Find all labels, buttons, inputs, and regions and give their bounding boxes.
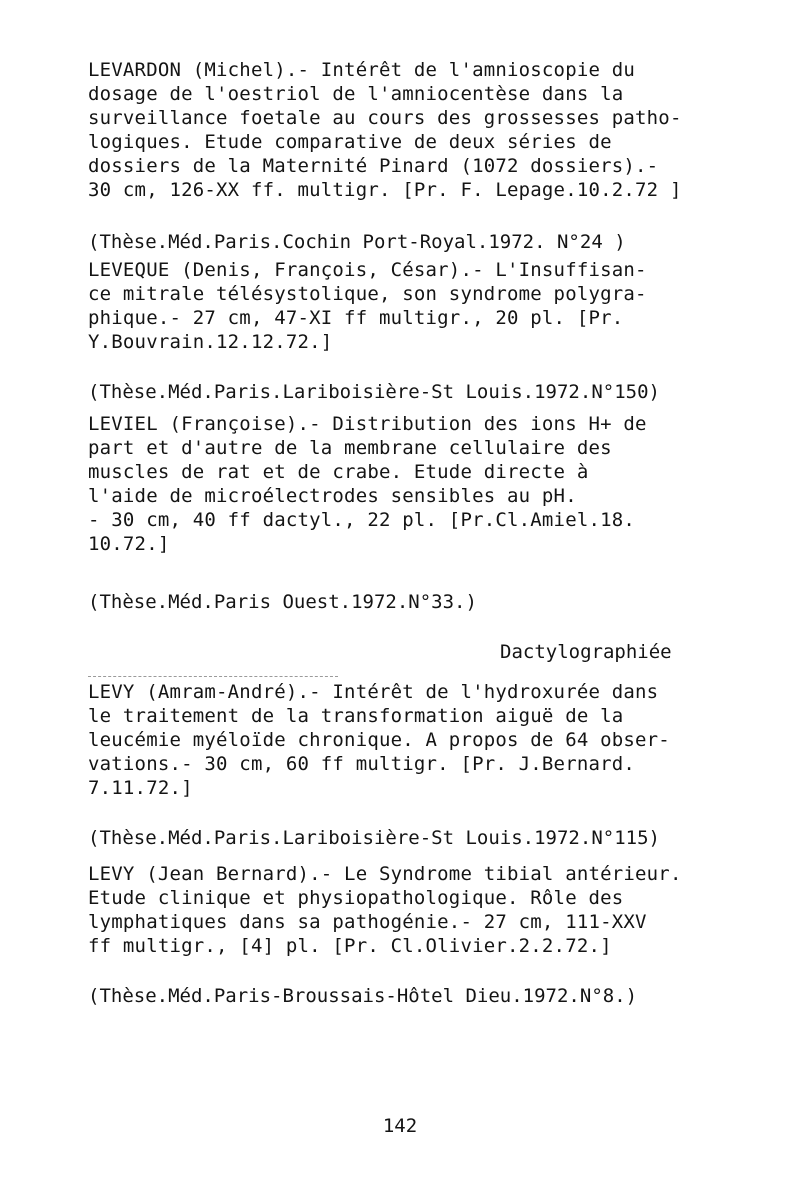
entry-line: leucémie myéloïde chronique. A propos de 64 obser- [88,729,670,751]
entry-line: 30 cm, 126-XX ff. multigr. [Pr. F. Lepage.10.2.72 ] [88,179,682,201]
thesis-source-levardon: (Thèse.Méd.Paris.Cochin Port-Royal.1972. N°24 ) [88,231,626,253]
thesis-source-levy-amram: (Thèse.Méd.Paris.Lariboisière-St Louis.1972.N°115) [88,827,660,849]
entry-line: Etude clinique et physiopathologique. Rôle des [88,887,624,909]
thesis-source-leveque: (Thèse.Méd.Paris.Lariboisière-St Louis.1972.N°150) [88,381,660,403]
entry-line: LEVIEL (Françoise).- Distribution des ions H+ de [88,413,647,435]
entry-line: LEVARDON (Michel).- Intérêt de l'amnioscopie du [88,59,636,81]
entry-line: logiques. Etude comparative de deux séries de [88,131,612,153]
thesis-source-levy-jean: (Thèse.Méd.Paris-Broussais-Hôtel Dieu.1972.N°8.) [88,985,638,1007]
bibliographic-entry-leviel [88,412,728,556]
entry-line: lymphatiques dans sa pathogénie.- 27 cm, 111-XXV [88,911,647,933]
entry-line: LEVY (Amram-André).- Intérêt de l'hydroxurée dans [88,681,659,703]
entry-line: 10.72.] [88,533,170,555]
entry-line: ff multigr., [4] pl. [Pr. Cl.Olivier.2.2.72.] [88,935,612,957]
bibliographic-entry-levy-jean [88,862,728,958]
bibliographic-entry-levardon [88,58,728,202]
entry-line: 7.11.72.] [88,777,193,799]
bibliographic-entry-levy-amram [88,680,728,800]
typescript-note: Dactylographiée [500,641,672,663]
page-number: 142 [382,1115,418,1137]
divider-line [88,676,338,677]
entry-line: phique.- 27 cm, 47-XI ff multigr., 20 pl. [Pr. [88,307,624,329]
entry-line: part et d'autre de la membrane cellulaire des [88,437,612,459]
entry-line: surveillance foetale au cours des grossesses patho- [88,107,682,129]
entry-line: vations.- 30 cm, 60 ff multigr. [Pr. J.Bernard. [88,753,636,775]
entry-line: - 30 cm, 40 ff dactyl., 22 pl. [Pr.Cl.Amiel.18. [88,509,636,531]
entry-line: dosage de l'oestriol de l'amniocentèse dans la [88,83,624,105]
entry-line: LEVY (Jean Bernard).- Le Syndrome tibial antérieur. [88,863,682,885]
entry-line: LEVEQUE (Denis, François, César).- L'Insuffisan- [88,259,647,281]
entry-line: l'aide de microélectrodes sensibles au pH. [88,485,577,507]
entry-line: dossiers de la Maternité Pinard (1072 dossiers).- [88,155,659,177]
entry-line: ce mitrale télésystolique, son syndrome polygra- [88,283,647,305]
entry-line: muscles de rat et de crabe. Etude directe à [88,461,589,483]
bibliographic-entry-leveque [88,258,728,354]
thesis-source-leviel: (Thèse.Méd.Paris Ouest.1972.N°33.) [88,591,477,613]
entry-line: le traitement de la transformation aiguë de la [88,705,624,727]
entry-line: Y.Bouvrain.12.12.72.] [88,331,333,353]
